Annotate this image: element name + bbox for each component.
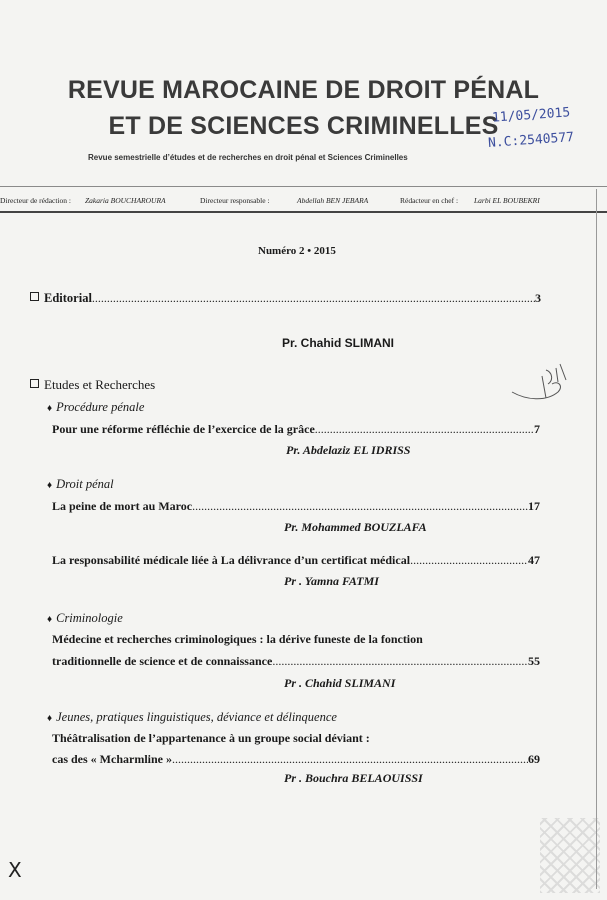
toc-theatralisation-author: Pr . Bouchra BELAOUISSI: [284, 771, 423, 785]
toc-section-heading: [30, 377, 155, 393]
toc-responsabilite-title: La responsabilité médicale liée à La délivrance d’un certificat médical: [52, 553, 411, 567]
toc-droit-penal-heading: Droit pénal: [56, 477, 114, 491]
diamond-bullet-icon: ♦: [47, 713, 53, 724]
toc-responsabilite-page: 47: [528, 553, 540, 567]
toc-leader-dots: [92, 291, 535, 306]
toc-peine-page: 17: [528, 499, 540, 513]
editorial-staff-line: [0, 196, 607, 210]
toc-editorial-page: 3: [535, 291, 541, 305]
staff-responsable-role: Directeur responsable :: [200, 196, 270, 205]
staff-responsable-name: Abdellah BEN JEBARA: [297, 196, 369, 205]
toc-leader-dots: [410, 553, 528, 568]
header-top-rule: [0, 186, 607, 187]
checkbox-bullet-icon: [30, 379, 39, 388]
bottom-left-mark: X: [8, 858, 22, 882]
toc-entry-grace: [52, 422, 540, 437]
journal-title-line-2: ET DE SCIENCES CRIMINELLES: [108, 112, 499, 140]
toc-entry-responsabilite: [52, 553, 540, 568]
toc-responsabilite-author: Pr . Yamna FATMI: [284, 574, 379, 588]
header-bottom-rule: [0, 211, 607, 213]
diamond-bullet-icon: ♦: [47, 403, 53, 414]
checkbox-bullet-icon: [30, 292, 39, 301]
toc-section-title: Etudes et Recherches: [44, 377, 156, 392]
handwritten-date: 11/05/2015: [491, 105, 571, 126]
toc-entry-medecine: [52, 654, 540, 669]
journal-subtitle: Revue semestrielle d’études et de recherches en droit pénal et Sciences Criminelles: [88, 153, 408, 162]
toc-medecine-title-line-1: Médecine et recherches criminologiques : la dérive funeste de la fonction: [52, 632, 423, 646]
toc-peine-title: La peine de mort au Maroc: [52, 499, 193, 513]
toc-subheading-criminologie: [47, 611, 123, 626]
diamond-bullet-icon: ♦: [47, 480, 53, 491]
toc-medecine-page: 55: [528, 654, 540, 668]
toc-subheading-procedure: [47, 400, 144, 415]
staff-redaction-name: Zakaria BOUCHAROURA: [85, 196, 166, 205]
toc-entry-editorial: [30, 291, 541, 306]
toc-jeunes-heading: Jeunes, pratiques linguistiques, déviance et délinquence: [56, 710, 337, 724]
toc-theatralisation-title-line-1: Théâtralisation de l’appartenance à un groupe social déviant :: [52, 731, 370, 745]
toc-editorial-author: Pr. Chahid SLIMANI: [282, 336, 395, 350]
margin-rule: [596, 189, 597, 889]
toc-procedure-heading: Procédure pénale: [56, 400, 145, 414]
toc-grace-title: Pour une réforme réfléchie de l’exercice de la grâce: [52, 422, 315, 436]
toc-entry-peine-de-mort: [52, 499, 540, 514]
corner-pattern: [540, 818, 600, 893]
toc-leader-dots: [192, 499, 528, 514]
toc-leader-dots: [272, 654, 528, 669]
journal-title-line-1: REVUE MAROCAINE DE DROIT PÉNAL: [67, 76, 540, 104]
toc-peine-author: Pr. Mohammed BOUZLAFA: [284, 520, 427, 534]
toc-entry-theatralisation: [52, 752, 540, 767]
staff-chef-name: Larbi EL BOUBEKRI: [474, 196, 540, 205]
toc-medecine-author: Pr . Chahid SLIMANI: [284, 676, 396, 690]
diamond-bullet-icon: ♦: [47, 614, 53, 625]
toc-subheading-droit-penal: [47, 477, 114, 492]
pen-doodle-icon: [508, 362, 574, 412]
toc-leader-dots: [315, 422, 534, 437]
toc-medecine-title-line-2: traditionnelle de science et de connaissance: [52, 654, 273, 668]
staff-chef-role: Rédacteur en chef :: [400, 196, 459, 205]
toc-grace-author: Pr. Abdelaziz EL IDRISS: [286, 443, 411, 457]
handwritten-reference: N.C:2540577: [487, 130, 575, 151]
toc-grace-page: 7: [534, 422, 540, 436]
staff-redaction-role: Directeur de rédaction :: [0, 196, 72, 205]
toc-editorial-label: Editorial: [44, 291, 92, 305]
toc-criminologie-heading: Criminologie: [56, 611, 123, 625]
toc-subheading-jeunes: [47, 710, 337, 725]
issue-number: Numéro 2 • 2015: [258, 245, 336, 257]
toc-leader-dots: [172, 752, 528, 767]
toc-theatralisation-page: 69: [528, 752, 540, 766]
toc-theatralisation-title-line-2: cas des « Mcharmline »: [52, 752, 172, 766]
